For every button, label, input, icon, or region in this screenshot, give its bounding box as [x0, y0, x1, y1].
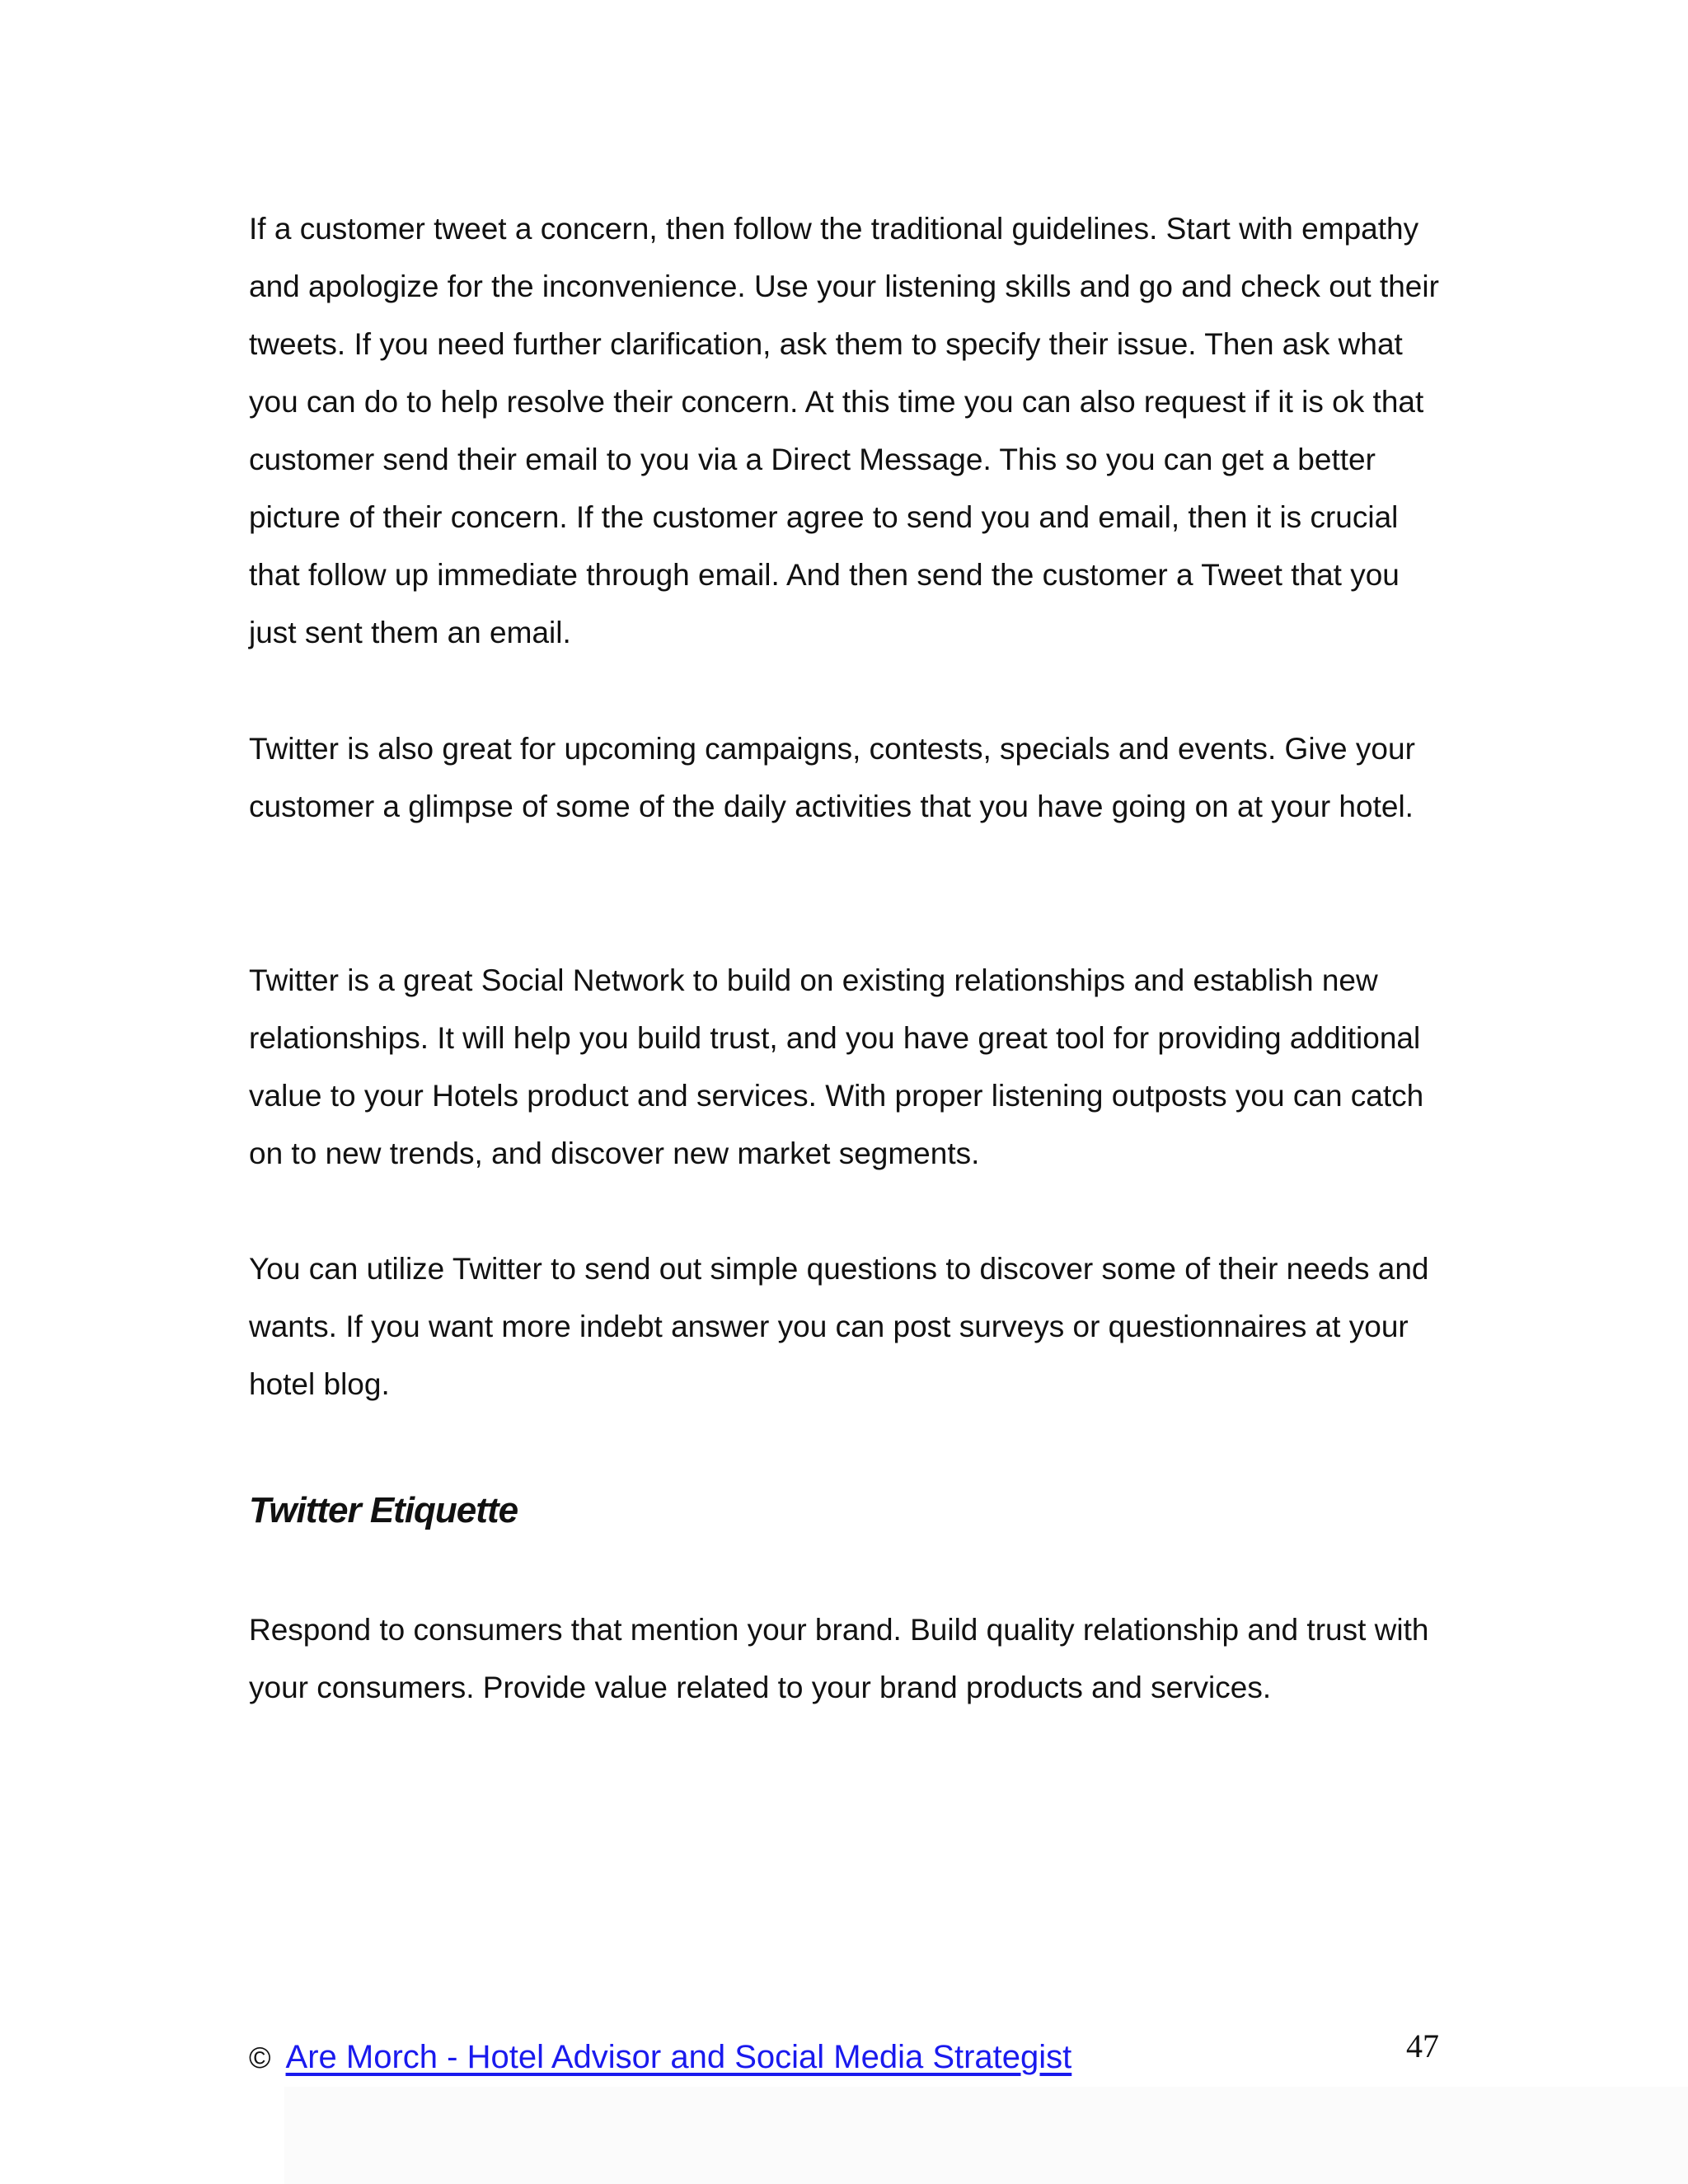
page-number: 47 — [1406, 2027, 1439, 2064]
paragraph-relationships: Twitter is a great Social Network to build on existing relationships and establish new relationships. It will help you build trust, and you have great tool for providing additional value to your Hotels product and services. With proper listening outposts you can catch on to new trends, and discover new market segments. — [249, 963, 1424, 1170]
paragraph-customer-concern: If a customer tweet a concern, then follow the traditional guidelines. Start with empathy and apologize for the inconvenience. Use your listening skills and go and check out their tweets. If you need further clarification, ask them to specify their issue. Then ask what you can do to help resolve their concern. At this time you can also request if it is ok that customer send their email to you via a Direct Message. This so you can get a better picture of their concern. If the customer agree to send you and email, then it is crucial that follow up immediate through email. And then send the customer a Tweet that you just sent them an email. — [249, 212, 1439, 649]
page-bottom-shade — [284, 2087, 1688, 2184]
section-heading-twitter-etiquette: Twitter Etiquette — [249, 1490, 518, 1530]
paragraph-campaigns: Twitter is also great for upcoming campaigns, contests, specials and events. Give your customer a glimpse of some of the daily activities that you have going on at your hotel. — [249, 732, 1415, 823]
footer — [249, 2032, 1071, 2083]
paragraph-questions: You can utilize Twitter to send out simple questions to discover some of their needs and wants. If you want more indebt answer you can post surveys or questionnaires at your hotel blog. — [249, 1252, 1429, 1401]
author-link[interactable]: Are Morch - Hotel Advisor and Social Media Strategist — [285, 2039, 1072, 2075]
copyright-symbol: © — [249, 2041, 271, 2074]
paragraph-etiquette: Respond to consumers that mention your brand. Build quality relationship and trust with your consumers. Provide value related to your brand products and services. — [249, 1613, 1429, 1704]
